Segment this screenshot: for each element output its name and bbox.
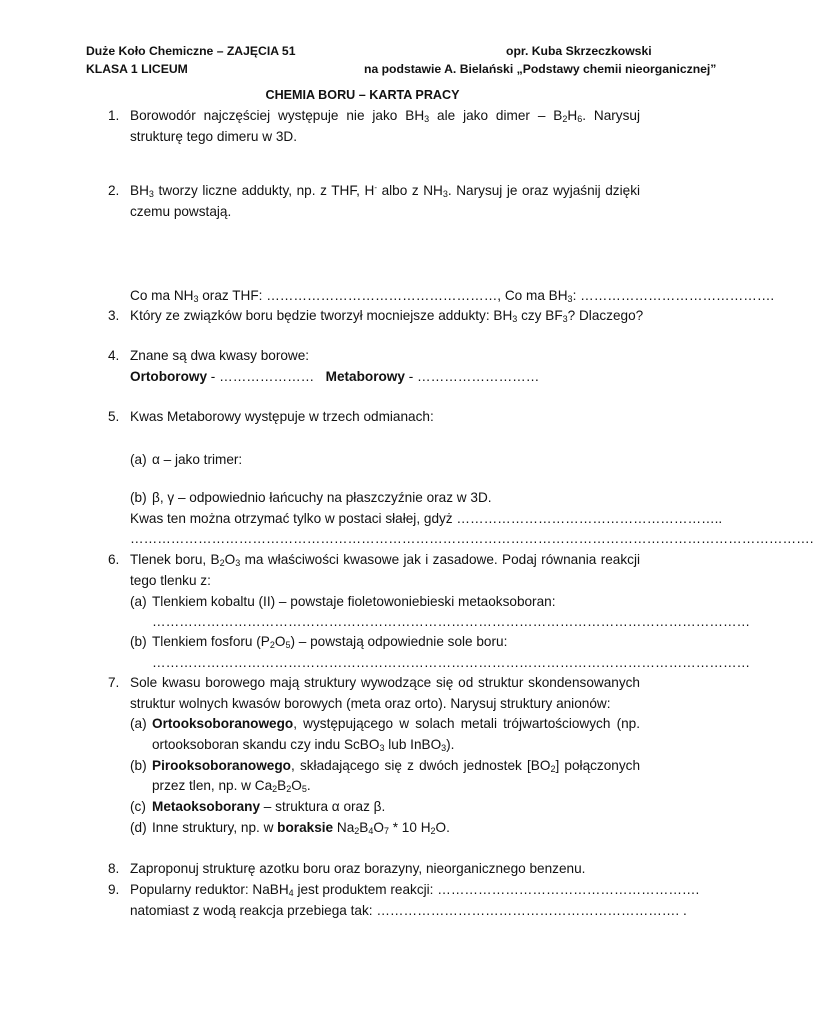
q7-line-1: Sole kwasu borowego mają struktury wywodzące się od struktur skondensowanych [130, 675, 640, 690]
q6-line-1: Tlenek boru, $B_2O_3$ ma właściwości kwasowe jak i zasadowe. Podaj równania reakcji [130, 552, 640, 568]
q5-solid-line: Kwas ten można otrzymać tylko w postaci słałej, gdyż ………………………………………………….. [130, 511, 723, 526]
q7-number: 7. [108, 675, 120, 690]
q6-a-text: Tlenkiem kobaltu (II) – powstaje fioletowoniebieski metaoksoboran: [152, 594, 556, 609]
header-class: KLASA 1 LICEUM [86, 62, 188, 76]
q9-line-1: Popularny reduktor: NaBH$_4$ jest produktem reakcji: …………………………………………………. [130, 882, 700, 898]
q7-b-label: (b) [130, 758, 147, 773]
q6-b-dots: …………………………………………………………………………………………………………………… [152, 655, 751, 670]
q7-a-text: Ortooksoboranowego, występującego w solach metali trójwartościowych (np. [152, 716, 640, 731]
q7-b-text: Pirooksoboranowego, składającego się z dwóch jednostek $[BO_2]$ połączonych [152, 758, 641, 774]
q6-number: 6. [108, 552, 120, 567]
q6-a-label: (a) [130, 594, 147, 609]
q6-line-2: tego tlenku z: [130, 573, 211, 588]
q4-number: 4. [108, 348, 120, 363]
q6-b-text: Tlenkiem fosforu $(P_2O_5)$ – powstają odpowiednie sole boru: [152, 634, 508, 650]
q6-b-label: (b) [130, 634, 147, 649]
q7-line-2: struktur wolnych kwasów borowych (meta oraz orto). Narysuj struktury anionów: [130, 696, 611, 711]
q2-fill-line: Co ma $NH_3$ oraz THF: ……………………………………………, Co ma $BH_3$: ……………………………………. [130, 288, 775, 304]
header-source: na podstawie A. Bielański „Podstawy chemii nieorganicznej” [364, 62, 717, 76]
q8-text: Zaproponuj strukturę azotku boru oraz borazyny, nieorganicznego benzenu. [130, 861, 586, 876]
q5-b-text: β, γ – odpowiednio łańcuchy na płaszczyźnie oraz w 3D. [152, 490, 492, 505]
q5-line-1: Kwas Metaborowy występuje w trzech odmianach: [130, 409, 434, 424]
q2-number: 2. [108, 183, 120, 198]
q1-number: 1. [108, 108, 120, 123]
q9-line-2: natomiast z wodą reakcja przebiega tak: …………………………………………………………. . [130, 903, 687, 918]
q4-acids-line: Ortoborowy - ………………… Metaborowy - ……………………… [130, 369, 540, 384]
q8-number: 8. [108, 861, 120, 876]
q5-b-label: (b) [130, 490, 147, 505]
q7-c-label: (c) [130, 799, 146, 814]
q5-a-label: (a) [130, 452, 147, 467]
q7-b-text-2: przez tlen, np. w $Ca_2B_2O_5$. [152, 778, 311, 794]
q1-line-2: strukturę tego dimeru w 3D. [130, 129, 297, 144]
page-title: CHEMIA BORU – KARTA PRACY [265, 88, 460, 102]
q7-a-text-2: ortooksoboran skandu czy indu ScBO$_3$ lub InBO$_3$). [152, 737, 455, 753]
q2-line-2: czemu powstają. [130, 204, 232, 219]
q2-line-1: $BH_3$ tworzy liczne addukty, np. z THF, H- albo z $NH_3$. Narysuj je oraz wyjaśnij dzięki [130, 183, 641, 199]
q3-number: 3. [108, 308, 120, 323]
q9-number: 9. [108, 882, 120, 897]
q7-c-text: Metaoksoborany – struktura α oraz β. [152, 799, 386, 814]
q7-d-text: Inne struktury, np. w boraksie $Na_2B_4O_7 * 10$ $H_2O$. [152, 820, 450, 836]
q5-number: 5. [108, 409, 120, 424]
q7-d-label: (d) [130, 820, 147, 835]
q5-a-text: α – jako trimer: [152, 452, 243, 467]
q6-a-dots: …………………………………………………………………………………………………………………… [152, 614, 751, 629]
q5-dots-line: ……………………………………………………………………………………………………………………………………. [130, 531, 813, 546]
q4-line-1: Znane są dwa kwasy borowe: [130, 348, 310, 363]
q1-line-1: Borowodór najczęściej występuje nie jako $BH_3$ ale jako dimer – $B_2H_6$. Narysuj [130, 108, 640, 124]
q7-a-label: (a) [130, 716, 147, 731]
header-author: opr. Kuba Skrzeczkowski [506, 44, 652, 58]
header-club: Duże Koło Chemiczne – ZAJĘCIA 51 [86, 44, 296, 58]
q3-text: Który ze związków boru będzie tworzył mocniejsze addukty: $BH_3$ czy $BF_3$? Dlaczego? [130, 308, 644, 324]
